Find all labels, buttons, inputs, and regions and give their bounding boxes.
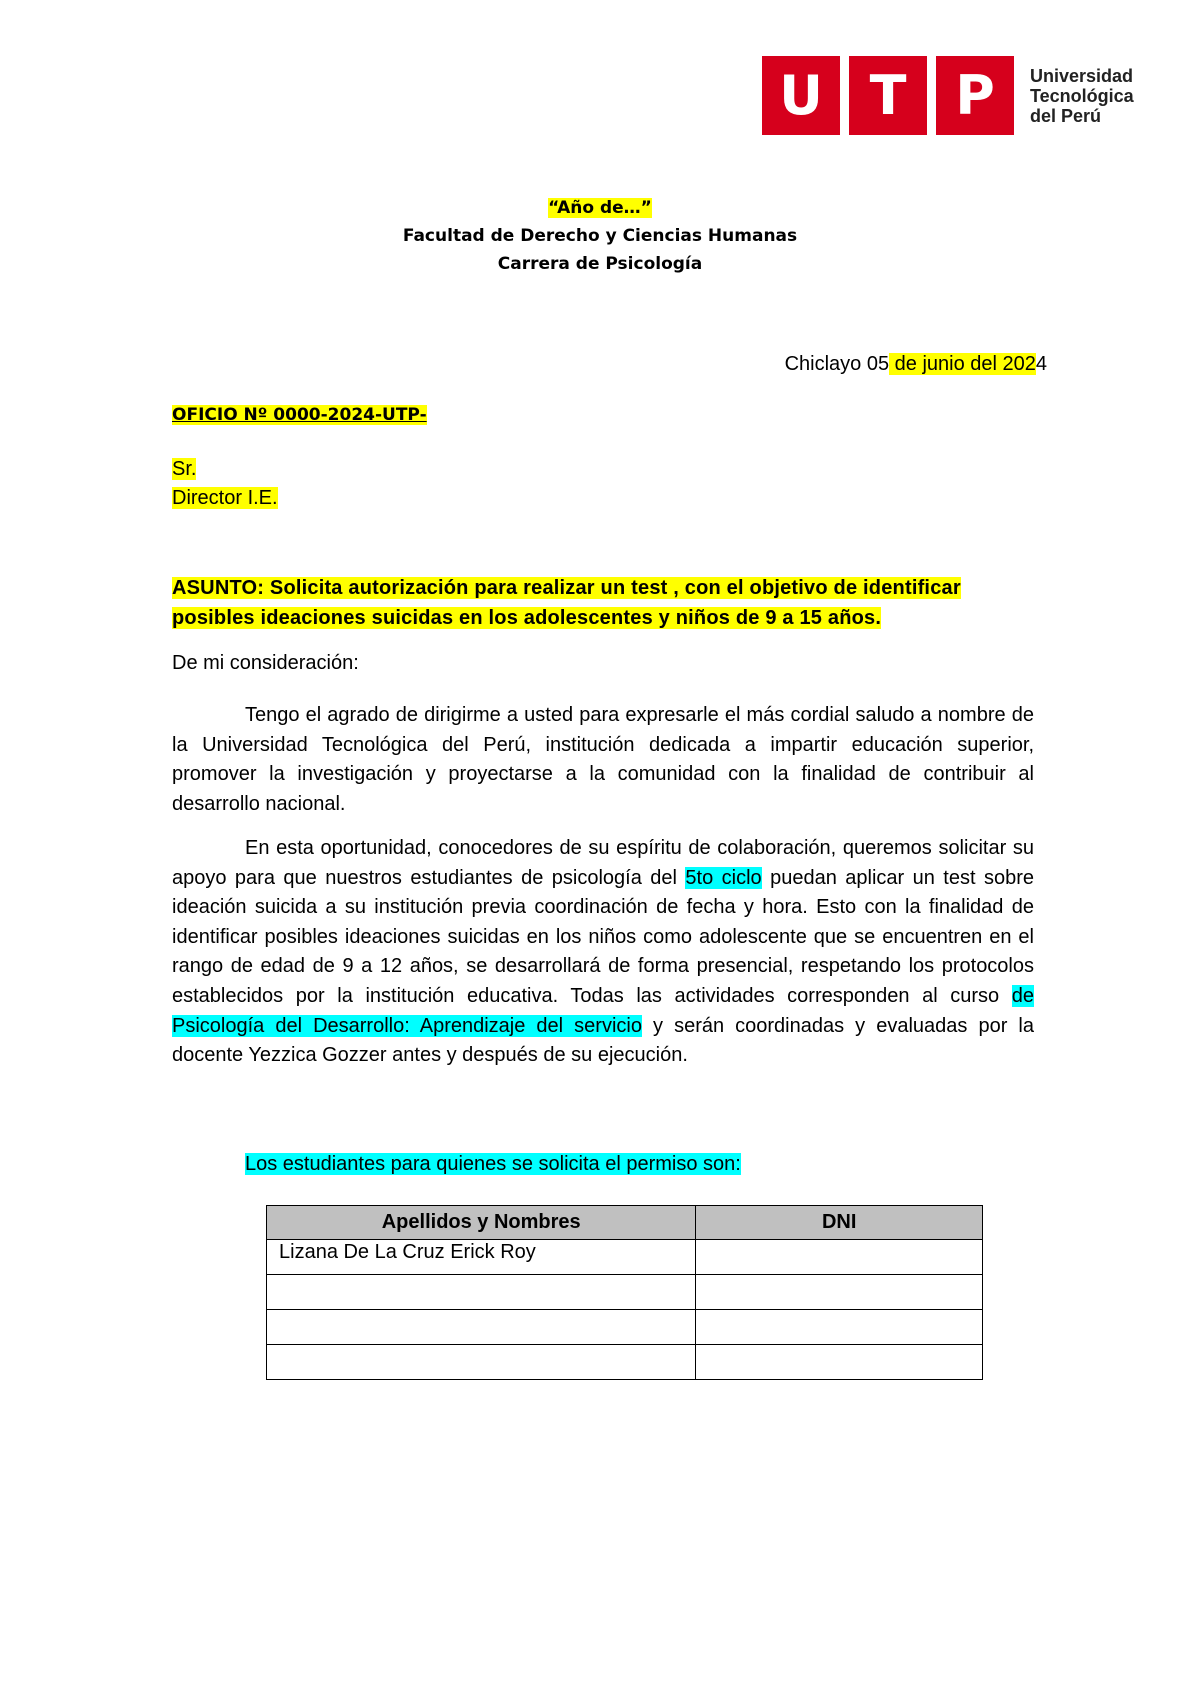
date-suffix: 4 bbox=[1035, 353, 1047, 375]
logo-text-line: Tecnológica bbox=[1030, 85, 1134, 106]
table-row bbox=[267, 1310, 983, 1345]
table-cell-dni bbox=[696, 1310, 983, 1345]
course-highlight: de Psicología del Desarrollo: Aprendizaje del servicio bbox=[172, 984, 1034, 1037]
logo-wordmark bbox=[1030, 66, 1134, 126]
utp-logo bbox=[762, 56, 1134, 135]
table-cell-dni bbox=[696, 1240, 983, 1275]
logo-text-line: del Perú bbox=[1030, 105, 1102, 126]
recipient-title: Sr. bbox=[172, 458, 197, 480]
students-intro: Los estudiantes para quienes se solicita el permiso son: bbox=[245, 1153, 741, 1175]
table-cell-dni bbox=[696, 1345, 983, 1380]
utp-logo-mark bbox=[762, 56, 1014, 135]
logo-letter-p: P bbox=[955, 64, 995, 127]
subject-block bbox=[172, 573, 1047, 633]
subject-line-2: posibles ideaciones suicidas en los adolescentes y niños de 9 a 15 años. bbox=[172, 607, 882, 629]
year-line: “Año de…” bbox=[548, 198, 652, 218]
logo-letter-u: U bbox=[779, 64, 823, 127]
logo-letter-t: T bbox=[869, 64, 907, 127]
table-cell-name bbox=[267, 1310, 696, 1345]
body-paragraph-1: Tengo el agrado de dirigirme a usted para expresarle el más cordial saludo a nombre de la Universidad Tecnológica del Perú, institución dedicada a impartir educación superior, promover la investigación y proyectarse a la comunidad con la finalidad de contribuir al desarrollo nacional. bbox=[172, 704, 1034, 815]
faculty-line: Facultad de Derecho y Ciencias Humanas bbox=[402, 226, 798, 246]
table-cell-dni bbox=[696, 1275, 983, 1310]
subject-line-1: ASUNTO: Solicita autorización para realizar un test , con el objetivo de identificar bbox=[172, 577, 961, 599]
table-row bbox=[267, 1275, 983, 1310]
oficio-number: OFICIO Nº 0000-2024-UTP- bbox=[172, 405, 427, 425]
date-highlighted: de junio del 202 bbox=[889, 353, 1036, 375]
table-header-row bbox=[267, 1206, 983, 1240]
column-header-names: Apellidos y Nombres bbox=[267, 1206, 696, 1240]
date-prefix: Chiclayo 05 bbox=[784, 353, 890, 375]
logo-text-line: Universidad bbox=[1030, 65, 1134, 86]
document-header bbox=[0, 194, 1200, 278]
table-cell-name: Lizana De La Cruz Erick Roy bbox=[267, 1240, 696, 1275]
career-line: Carrera de Psicología bbox=[497, 254, 703, 274]
body-paragraph-2: En esta oportunidad, conocedores de su espíritu de colaboración, queremos solicitar su apoyo para que nuestros estudiantes de psicología del 5to ciclo puedan aplicar un test sobre ideación suicida a su institución previa coordinación de fecha y hora. Esto con la finalidad de identificar posibles ideaciones suicidas en los niños como adolescente que se encuentren en el rango de edad de 9 a 12 años, se desarrollará de forma presencial, respetando los protocolos establecidos por la institución educativa. Todas las actividades corresponden al curso de Psicología del Desarrollo: Aprendizaje del servicio y serán coordinadas y evaluadas por la docente Yezzica Gozzer antes y después de su ejecución. bbox=[172, 837, 1034, 1067]
recipient-role: Director I.E. bbox=[172, 487, 278, 509]
table-cell-name bbox=[267, 1275, 696, 1310]
students-table bbox=[266, 1205, 983, 1380]
table-row bbox=[267, 1345, 983, 1380]
table-cell-name bbox=[267, 1345, 696, 1380]
table-row bbox=[267, 1240, 983, 1275]
recipient-block bbox=[172, 455, 278, 513]
greeting: De mi consideración: bbox=[172, 652, 359, 674]
column-header-dni: DNI bbox=[696, 1206, 983, 1240]
date-line bbox=[785, 353, 1047, 376]
cycle-highlight: 5to ciclo bbox=[685, 866, 762, 889]
